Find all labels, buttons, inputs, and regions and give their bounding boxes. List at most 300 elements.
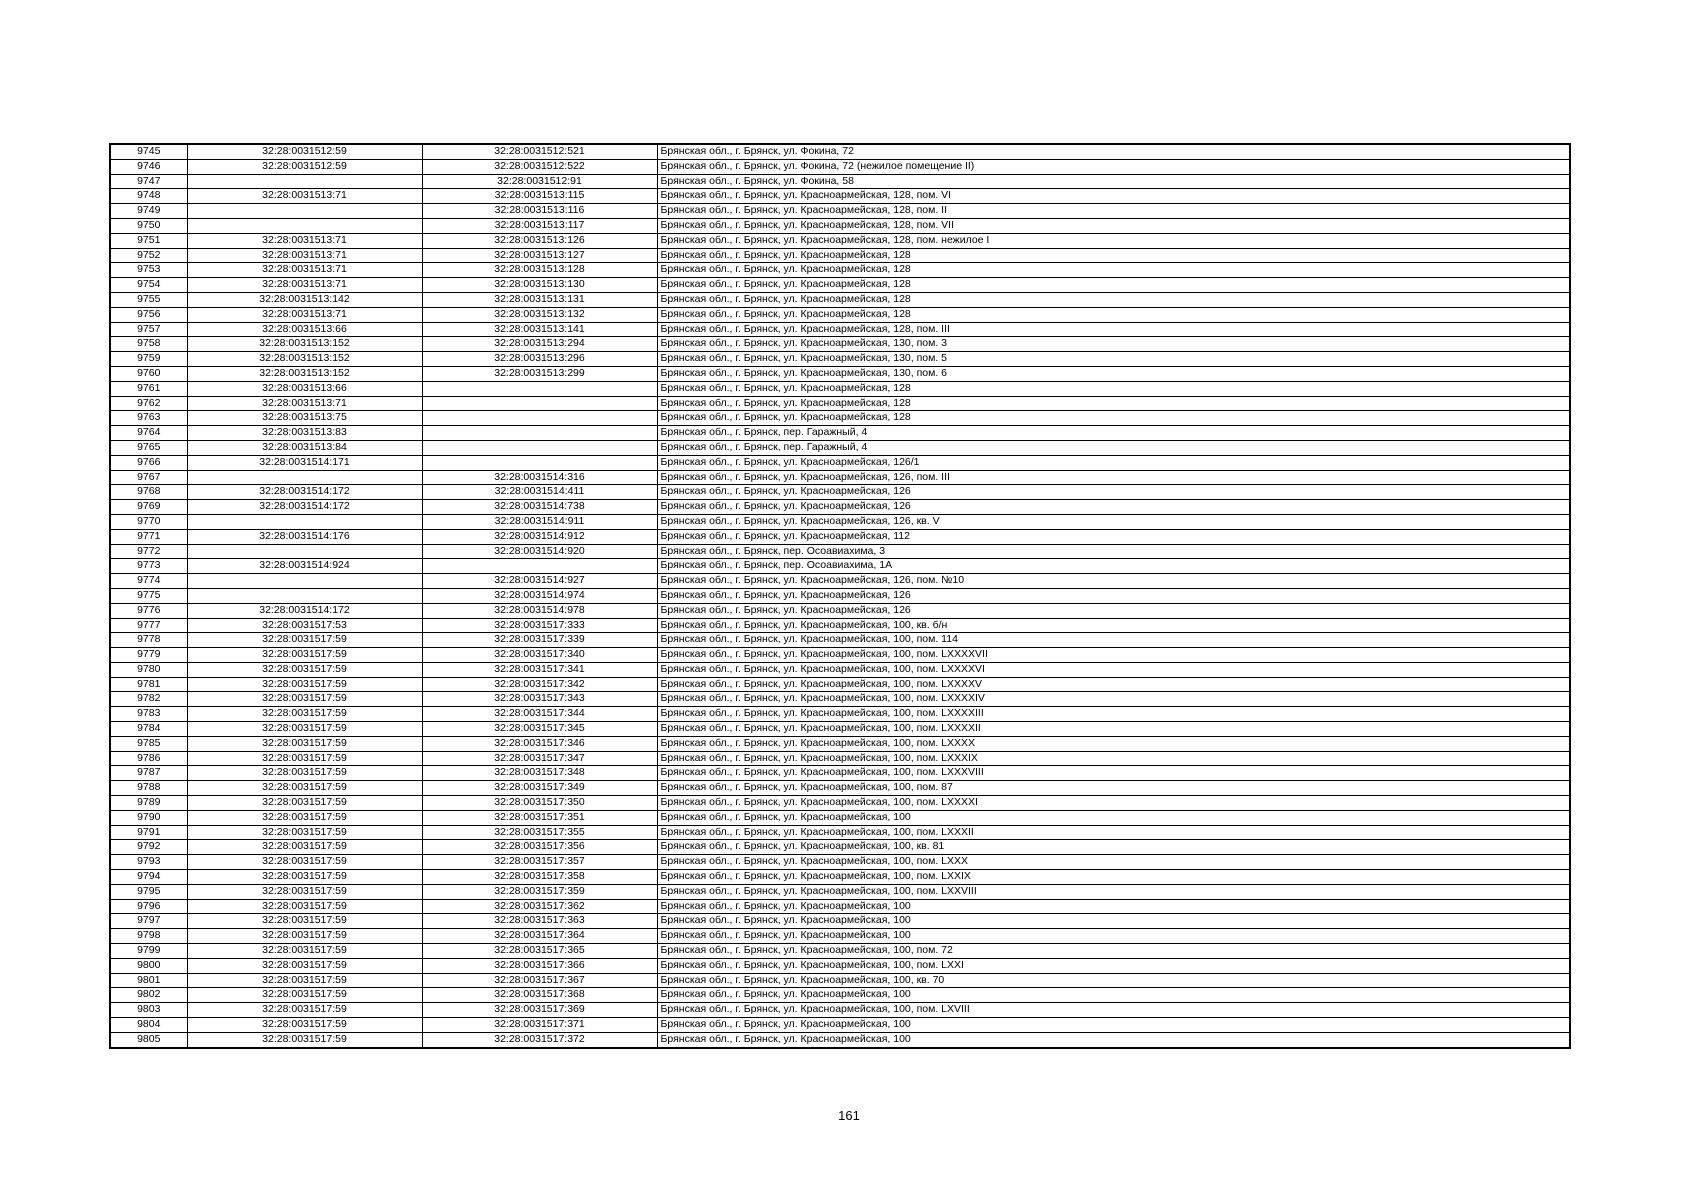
- address-cell: Брянская обл., г. Брянск, ул. Красноармейская, 100: [657, 899, 1570, 914]
- land-cadastral-number-cell: 32:28:0031513:66: [187, 322, 422, 337]
- table-row: [110, 529, 1570, 544]
- table-row: [110, 204, 1570, 219]
- address-cell: Брянская обл., г. Брянск, ул. Красноармейская, 100: [657, 914, 1570, 929]
- address-cell: Брянская обл., г. Брянск, ул. Красноармейская, 100, пом. LXXXXIV: [657, 692, 1570, 707]
- object-cadastral-number-cell: 32:28:0031517:356: [422, 840, 657, 855]
- land-cadastral-number-cell: 32:28:0031517:59: [187, 633, 422, 648]
- row-number-cell: 9768: [110, 485, 187, 500]
- object-cadastral-number-cell: [422, 396, 657, 411]
- table-row: [110, 159, 1570, 174]
- row-number-cell: 9804: [110, 1018, 187, 1033]
- land-cadastral-number-cell: 32:28:0031513:71: [187, 278, 422, 293]
- land-cadastral-number-cell: 32:28:0031513:152: [187, 366, 422, 381]
- land-cadastral-number-cell: 32:28:0031517:59: [187, 855, 422, 870]
- land-cadastral-number-cell: [187, 204, 422, 219]
- table-row: [110, 514, 1570, 529]
- object-cadastral-number-cell: 32:28:0031512:521: [422, 144, 657, 159]
- object-cadastral-number-cell: 32:28:0031517:344: [422, 707, 657, 722]
- address-cell: Брянская обл., г. Брянск, ул. Красноармейская, 100, пом. LXXXXII: [657, 722, 1570, 737]
- table-row: [110, 218, 1570, 233]
- address-cell: Брянская обл., г. Брянск, ул. Красноармейская, 128: [657, 278, 1570, 293]
- row-number-cell: 9755: [110, 292, 187, 307]
- row-number-cell: 9803: [110, 1003, 187, 1018]
- address-cell: Брянская обл., г. Брянск, ул. Красноармейская, 100, пом. LXVIII: [657, 1003, 1570, 1018]
- address-cell: Брянская обл., г. Брянск, ул. Красноармейская, 126: [657, 603, 1570, 618]
- row-number-cell: 9784: [110, 722, 187, 737]
- land-cadastral-number-cell: 32:28:0031517:59: [187, 870, 422, 885]
- land-cadastral-number-cell: 32:28:0031517:59: [187, 736, 422, 751]
- table-row: [110, 618, 1570, 633]
- address-cell: Брянская обл., г. Брянск, ул. Красноармейская, 130, пом. 3: [657, 337, 1570, 352]
- address-cell: Брянская обл., г. Брянск, ул. Красноармейская, 100, кв. 81: [657, 840, 1570, 855]
- address-cell: Брянская обл., г. Брянск, ул. Красноармейская, 126, кв. V: [657, 514, 1570, 529]
- object-cadastral-number-cell: 32:28:0031514:738: [422, 500, 657, 515]
- address-cell: Брянская обл., г. Брянск, ул. Красноармейская, 126/1: [657, 455, 1570, 470]
- land-cadastral-number-cell: 32:28:0031514:172: [187, 603, 422, 618]
- row-number-cell: 9759: [110, 352, 187, 367]
- table-row: [110, 322, 1570, 337]
- row-number-cell: 9802: [110, 988, 187, 1003]
- table-row: [110, 914, 1570, 929]
- address-cell: Брянская обл., г. Брянск, ул. Красноармейская, 130, пом. 6: [657, 366, 1570, 381]
- row-number-cell: 9748: [110, 189, 187, 204]
- address-cell: Брянская обл., г. Брянск, ул. Красноармейская, 100, кв. б/н: [657, 618, 1570, 633]
- table-row: [110, 870, 1570, 885]
- row-number-cell: 9805: [110, 1032, 187, 1047]
- object-cadastral-number-cell: 32:28:0031517:351: [422, 810, 657, 825]
- table-row: [110, 825, 1570, 840]
- address-cell: Брянская обл., г. Брянск, ул. Красноармейская, 100, кв. 70: [657, 973, 1570, 988]
- land-cadastral-number-cell: 32:28:0031512:59: [187, 159, 422, 174]
- table-row: [110, 278, 1570, 293]
- row-number-cell: 9767: [110, 470, 187, 485]
- object-cadastral-number-cell: 32:28:0031517:369: [422, 1003, 657, 1018]
- row-number-cell: 9749: [110, 204, 187, 219]
- table-row: [110, 426, 1570, 441]
- table-row: [110, 470, 1570, 485]
- row-number-cell: 9798: [110, 929, 187, 944]
- row-number-cell: 9778: [110, 633, 187, 648]
- object-cadastral-number-cell: 32:28:0031517:339: [422, 633, 657, 648]
- land-cadastral-number-cell: 32:28:0031513:84: [187, 440, 422, 455]
- table-row: [110, 574, 1570, 589]
- land-cadastral-number-cell: [187, 574, 422, 589]
- table-row: [110, 810, 1570, 825]
- land-cadastral-number-cell: 32:28:0031514:171: [187, 455, 422, 470]
- table-row: [110, 352, 1570, 367]
- address-cell: Брянская обл., г. Брянск, ул. Красноармейская, 100, пом. LXXXXVI: [657, 662, 1570, 677]
- table-row: [110, 248, 1570, 263]
- object-cadastral-number-cell: 32:28:0031513:294: [422, 337, 657, 352]
- table-row: [110, 559, 1570, 574]
- object-cadastral-number-cell: 32:28:0031513:299: [422, 366, 657, 381]
- object-cadastral-number-cell: 32:28:0031514:912: [422, 529, 657, 544]
- object-cadastral-number-cell: 32:28:0031513:117: [422, 218, 657, 233]
- row-number-cell: 9763: [110, 411, 187, 426]
- table-row: [110, 233, 1570, 248]
- row-number-cell: 9779: [110, 648, 187, 663]
- object-cadastral-number-cell: 32:28:0031513:128: [422, 263, 657, 278]
- page-number: 161: [838, 1108, 860, 1123]
- object-cadastral-number-cell: 32:28:0031514:411: [422, 485, 657, 500]
- object-cadastral-number-cell: 32:28:0031517:345: [422, 722, 657, 737]
- address-cell: Брянская обл., г. Брянск, ул. Красноармейская, 100: [657, 810, 1570, 825]
- object-cadastral-number-cell: 32:28:0031517:364: [422, 929, 657, 944]
- object-cadastral-number-cell: 32:28:0031513:131: [422, 292, 657, 307]
- row-number-cell: 9783: [110, 707, 187, 722]
- land-cadastral-number-cell: 32:28:0031513:83: [187, 426, 422, 441]
- address-cell: Брянская обл., г. Брянск, ул. Красноармейская, 112: [657, 529, 1570, 544]
- row-number-cell: 9795: [110, 884, 187, 899]
- registry-table: [109, 143, 1571, 1049]
- address-cell: Брянская обл., г. Брянск, ул. Красноармейская, 128: [657, 292, 1570, 307]
- address-cell: Брянская обл., г. Брянск, ул. Красноармейская, 100, пом. LXXIX: [657, 870, 1570, 885]
- address-cell: Брянская обл., г. Брянск, ул. Красноармейская, 128, пом. III: [657, 322, 1570, 337]
- land-cadastral-number-cell: 32:28:0031517:59: [187, 1032, 422, 1047]
- land-cadastral-number-cell: 32:28:0031517:59: [187, 884, 422, 899]
- row-number-cell: 9797: [110, 914, 187, 929]
- row-number-cell: 9761: [110, 381, 187, 396]
- land-cadastral-number-cell: 32:28:0031513:152: [187, 352, 422, 367]
- table-row: [110, 1032, 1570, 1047]
- table-row: [110, 366, 1570, 381]
- table-row: [110, 500, 1570, 515]
- address-cell: Брянская обл., г. Брянск, ул. Фокина, 72 (нежилое помещение II): [657, 159, 1570, 174]
- address-cell: Брянская обл., г. Брянск, ул. Красноармейская, 126: [657, 588, 1570, 603]
- address-cell: Брянская обл., г. Брянск, ул. Красноармейская, 100: [657, 929, 1570, 944]
- object-cadastral-number-cell: [422, 440, 657, 455]
- row-number-cell: 9750: [110, 218, 187, 233]
- row-number-cell: 9751: [110, 233, 187, 248]
- address-cell: Брянская обл., г. Брянск, ул. Красноармейская, 100, пом. 72: [657, 944, 1570, 959]
- row-number-cell: 9772: [110, 544, 187, 559]
- row-number-cell: 9769: [110, 500, 187, 515]
- land-cadastral-number-cell: 32:28:0031517:59: [187, 944, 422, 959]
- object-cadastral-number-cell: 32:28:0031517:343: [422, 692, 657, 707]
- row-number-cell: 9792: [110, 840, 187, 855]
- table-row: [110, 1003, 1570, 1018]
- table-row: [110, 648, 1570, 663]
- object-cadastral-number-cell: 32:28:0031517:348: [422, 766, 657, 781]
- land-cadastral-number-cell: [187, 470, 422, 485]
- land-cadastral-number-cell: 32:28:0031517:59: [187, 722, 422, 737]
- object-cadastral-number-cell: 32:28:0031517:358: [422, 870, 657, 885]
- land-cadastral-number-cell: 32:28:0031513:66: [187, 381, 422, 396]
- object-cadastral-number-cell: 32:28:0031513:132: [422, 307, 657, 322]
- object-cadastral-number-cell: 32:28:0031513:130: [422, 278, 657, 293]
- land-cadastral-number-cell: 32:28:0031517:59: [187, 648, 422, 663]
- row-number-cell: 9754: [110, 278, 187, 293]
- row-number-cell: 9777: [110, 618, 187, 633]
- land-cadastral-number-cell: 32:28:0031513:71: [187, 307, 422, 322]
- table-row: [110, 263, 1570, 278]
- table-row: [110, 411, 1570, 426]
- object-cadastral-number-cell: 32:28:0031517:372: [422, 1032, 657, 1047]
- address-cell: Брянская обл., г. Брянск, ул. Красноармейская, 128, пом. VII: [657, 218, 1570, 233]
- row-number-cell: 9785: [110, 736, 187, 751]
- object-cadastral-number-cell: 32:28:0031517:367: [422, 973, 657, 988]
- row-number-cell: 9801: [110, 973, 187, 988]
- object-cadastral-number-cell: 32:28:0031517:355: [422, 825, 657, 840]
- address-cell: Брянская обл., г. Брянск, ул. Красноармейская, 100, пом. LXXXXI: [657, 796, 1570, 811]
- registry-table-body: [110, 144, 1570, 1048]
- table-row: [110, 677, 1570, 692]
- table-row: [110, 455, 1570, 470]
- address-cell: Брянская обл., г. Брянск, ул. Красноармейская, 100: [657, 1018, 1570, 1033]
- table-row: [110, 603, 1570, 618]
- table-row: [110, 544, 1570, 559]
- row-number-cell: 9766: [110, 455, 187, 470]
- table-row: [110, 396, 1570, 411]
- object-cadastral-number-cell: 32:28:0031514:927: [422, 574, 657, 589]
- address-cell: Брянская обл., г. Брянск, ул. Красноармейская, 130, пом. 5: [657, 352, 1570, 367]
- land-cadastral-number-cell: [187, 514, 422, 529]
- address-cell: Брянская обл., г. Брянск, ул. Красноармейская, 100, пом. LXXI: [657, 958, 1570, 973]
- land-cadastral-number-cell: 32:28:0031513:71: [187, 189, 422, 204]
- table-row: [110, 840, 1570, 855]
- address-cell: Брянская обл., г. Брянск, ул. Красноармейская, 128: [657, 381, 1570, 396]
- row-number-cell: 9770: [110, 514, 187, 529]
- land-cadastral-number-cell: 32:28:0031517:59: [187, 914, 422, 929]
- object-cadastral-number-cell: 32:28:0031517:357: [422, 855, 657, 870]
- address-cell: Брянская обл., г. Брянск, ул. Красноармейская, 128: [657, 396, 1570, 411]
- table-row: [110, 174, 1570, 189]
- object-cadastral-number-cell: 32:28:0031513:296: [422, 352, 657, 367]
- table-row: [110, 1018, 1570, 1033]
- address-cell: Брянская обл., г. Брянск, ул. Красноармейская, 100, пом. LXXXIX: [657, 751, 1570, 766]
- address-cell: Брянская обл., г. Брянск, ул. Красноармейская, 100: [657, 988, 1570, 1003]
- object-cadastral-number-cell: [422, 426, 657, 441]
- row-number-cell: 9796: [110, 899, 187, 914]
- object-cadastral-number-cell: 32:28:0031513:115: [422, 189, 657, 204]
- row-number-cell: 9780: [110, 662, 187, 677]
- address-cell: Брянская обл., г. Брянск, ул. Красноармейская, 100: [657, 1032, 1570, 1047]
- table-row: [110, 485, 1570, 500]
- land-cadastral-number-cell: 32:28:0031513:71: [187, 248, 422, 263]
- land-cadastral-number-cell: 32:28:0031514:172: [187, 485, 422, 500]
- land-cadastral-number-cell: 32:28:0031514:172: [187, 500, 422, 515]
- address-cell: Брянская обл., г. Брянск, ул. Красноармейская, 126, пом. №10: [657, 574, 1570, 589]
- row-number-cell: 9787: [110, 766, 187, 781]
- table-row: [110, 662, 1570, 677]
- object-cadastral-number-cell: 32:28:0031517:350: [422, 796, 657, 811]
- land-cadastral-number-cell: [187, 218, 422, 233]
- object-cadastral-number-cell: 32:28:0031517:359: [422, 884, 657, 899]
- object-cadastral-number-cell: 32:28:0031517:333: [422, 618, 657, 633]
- land-cadastral-number-cell: 32:28:0031517:59: [187, 751, 422, 766]
- row-number-cell: 9760: [110, 366, 187, 381]
- table-row: [110, 144, 1570, 159]
- land-cadastral-number-cell: 32:28:0031517:59: [187, 988, 422, 1003]
- row-number-cell: 9781: [110, 677, 187, 692]
- land-cadastral-number-cell: 32:28:0031517:59: [187, 929, 422, 944]
- object-cadastral-number-cell: 32:28:0031517:368: [422, 988, 657, 1003]
- address-cell: Брянская обл., г. Брянск, ул. Красноармейская, 128, пом. нежилое I: [657, 233, 1570, 248]
- row-number-cell: 9793: [110, 855, 187, 870]
- table-row: [110, 988, 1570, 1003]
- object-cadastral-number-cell: 32:28:0031513:116: [422, 204, 657, 219]
- land-cadastral-number-cell: 32:28:0031513:71: [187, 263, 422, 278]
- address-cell: Брянская обл., г. Брянск, ул. Красноармейская, 128: [657, 248, 1570, 263]
- row-number-cell: 9799: [110, 944, 187, 959]
- address-cell: Брянская обл., г. Брянск, ул. Красноармейская, 100, пом. LXXXXVII: [657, 648, 1570, 663]
- address-cell: Брянская обл., г. Брянск, ул. Красноармейская, 100, пом. 87: [657, 781, 1570, 796]
- land-cadastral-number-cell: 32:28:0031517:59: [187, 825, 422, 840]
- table-row: [110, 973, 1570, 988]
- address-cell: Брянская обл., г. Брянск, ул. Фокина, 72: [657, 144, 1570, 159]
- table-row: [110, 292, 1570, 307]
- object-cadastral-number-cell: 32:28:0031514:316: [422, 470, 657, 485]
- object-cadastral-number-cell: [422, 411, 657, 426]
- table-row: [110, 899, 1570, 914]
- land-cadastral-number-cell: 32:28:0031513:142: [187, 292, 422, 307]
- object-cadastral-number-cell: [422, 381, 657, 396]
- address-cell: Брянская обл., г. Брянск, ул. Красноармейская, 126, пом. III: [657, 470, 1570, 485]
- object-cadastral-number-cell: [422, 455, 657, 470]
- address-cell: Брянская обл., г. Брянск, ул. Красноармейская, 128: [657, 411, 1570, 426]
- object-cadastral-number-cell: 32:28:0031514:978: [422, 603, 657, 618]
- address-cell: Брянская обл., г. Брянск, ул. Фокина, 58: [657, 174, 1570, 189]
- land-cadastral-number-cell: 32:28:0031517:53: [187, 618, 422, 633]
- address-cell: Брянская обл., г. Брянск, пер. Осоавиахима, 3: [657, 544, 1570, 559]
- row-number-cell: 9773: [110, 559, 187, 574]
- row-number-cell: 9782: [110, 692, 187, 707]
- address-cell: Брянская обл., г. Брянск, ул. Красноармейская, 128: [657, 307, 1570, 322]
- address-cell: Брянская обл., г. Брянск, ул. Красноармейская, 100, пом. LXXXXV: [657, 677, 1570, 692]
- address-cell: Брянская обл., г. Брянск, ул. Красноармейская, 100, пом. LXXXXIII: [657, 707, 1570, 722]
- land-cadastral-number-cell: 32:28:0031517:59: [187, 810, 422, 825]
- address-cell: Брянская обл., г. Брянск, пер. Гаражный, 4: [657, 426, 1570, 441]
- land-cadastral-number-cell: 32:28:0031517:59: [187, 781, 422, 796]
- table-row: [110, 588, 1570, 603]
- land-cadastral-number-cell: [187, 544, 422, 559]
- address-cell: Брянская обл., г. Брянск, ул. Красноармейская, 100, пом. LXXVIII: [657, 884, 1570, 899]
- table-row: [110, 337, 1570, 352]
- object-cadastral-number-cell: 32:28:0031517:341: [422, 662, 657, 677]
- object-cadastral-number-cell: 32:28:0031517:366: [422, 958, 657, 973]
- land-cadastral-number-cell: 32:28:0031512:59: [187, 144, 422, 159]
- land-cadastral-number-cell: 32:28:0031513:152: [187, 337, 422, 352]
- row-number-cell: 9790: [110, 810, 187, 825]
- table-row: [110, 722, 1570, 737]
- object-cadastral-number-cell: 32:28:0031514:974: [422, 588, 657, 603]
- object-cadastral-number-cell: 32:28:0031517:349: [422, 781, 657, 796]
- address-cell: Брянская обл., г. Брянск, ул. Красноармейская, 100, пом. LXXXII: [657, 825, 1570, 840]
- row-number-cell: 9791: [110, 825, 187, 840]
- object-cadastral-number-cell: 32:28:0031513:141: [422, 322, 657, 337]
- land-cadastral-number-cell: 32:28:0031517:59: [187, 1003, 422, 1018]
- object-cadastral-number-cell: 32:28:0031517:340: [422, 648, 657, 663]
- land-cadastral-number-cell: 32:28:0031514:176: [187, 529, 422, 544]
- object-cadastral-number-cell: 32:28:0031517:362: [422, 899, 657, 914]
- address-cell: Брянская обл., г. Брянск, ул. Красноармейская, 100, пом. 114: [657, 633, 1570, 648]
- table-row: [110, 307, 1570, 322]
- row-number-cell: 9800: [110, 958, 187, 973]
- land-cadastral-number-cell: 32:28:0031513:71: [187, 233, 422, 248]
- address-cell: Брянская обл., г. Брянск, ул. Красноармейская, 128: [657, 263, 1570, 278]
- object-cadastral-number-cell: 32:28:0031517:365: [422, 944, 657, 959]
- land-cadastral-number-cell: [187, 588, 422, 603]
- table-row: [110, 440, 1570, 455]
- table-row: [110, 944, 1570, 959]
- row-number-cell: 9764: [110, 426, 187, 441]
- land-cadastral-number-cell: 32:28:0031517:59: [187, 796, 422, 811]
- land-cadastral-number-cell: 32:28:0031517:59: [187, 692, 422, 707]
- address-cell: Брянская обл., г. Брянск, ул. Красноармейская, 126: [657, 485, 1570, 500]
- land-cadastral-number-cell: 32:28:0031517:59: [187, 840, 422, 855]
- object-cadastral-number-cell: 32:28:0031512:522: [422, 159, 657, 174]
- object-cadastral-number-cell: 32:28:0031517:342: [422, 677, 657, 692]
- object-cadastral-number-cell: 32:28:0031517:347: [422, 751, 657, 766]
- land-cadastral-number-cell: 32:28:0031517:59: [187, 766, 422, 781]
- address-cell: Брянская обл., г. Брянск, пер. Гаражный, 4: [657, 440, 1570, 455]
- table-row: [110, 381, 1570, 396]
- row-number-cell: 9775: [110, 588, 187, 603]
- object-cadastral-number-cell: 32:28:0031513:127: [422, 248, 657, 263]
- table-row: [110, 189, 1570, 204]
- table-row: [110, 633, 1570, 648]
- address-cell: Брянская обл., г. Брянск, ул. Красноармейская, 128, пом. VI: [657, 189, 1570, 204]
- object-cadastral-number-cell: 32:28:0031514:920: [422, 544, 657, 559]
- row-number-cell: 9752: [110, 248, 187, 263]
- land-cadastral-number-cell: 32:28:0031517:59: [187, 662, 422, 677]
- row-number-cell: 9776: [110, 603, 187, 618]
- table-row: [110, 692, 1570, 707]
- land-cadastral-number-cell: 32:28:0031517:59: [187, 707, 422, 722]
- address-cell: Брянская обл., г. Брянск, ул. Красноармейская, 100, пом. LXXXVIII: [657, 766, 1570, 781]
- land-cadastral-number-cell: 32:28:0031517:59: [187, 958, 422, 973]
- address-cell: Брянская обл., г. Брянск, ул. Красноармейская, 128, пом. II: [657, 204, 1570, 219]
- address-cell: Брянская обл., г. Брянск, ул. Красноармейская, 100, пом. LXXXX: [657, 736, 1570, 751]
- table-row: [110, 929, 1570, 944]
- object-cadastral-number-cell: 32:28:0031517:363: [422, 914, 657, 929]
- row-number-cell: 9771: [110, 529, 187, 544]
- land-cadastral-number-cell: 32:28:0031517:59: [187, 973, 422, 988]
- land-cadastral-number-cell: [187, 174, 422, 189]
- row-number-cell: 9747: [110, 174, 187, 189]
- table-row: [110, 781, 1570, 796]
- row-number-cell: 9786: [110, 751, 187, 766]
- object-cadastral-number-cell: [422, 559, 657, 574]
- row-number-cell: 9745: [110, 144, 187, 159]
- row-number-cell: 9746: [110, 159, 187, 174]
- land-cadastral-number-cell: 32:28:0031513:71: [187, 396, 422, 411]
- row-number-cell: 9758: [110, 337, 187, 352]
- table-row: [110, 736, 1570, 751]
- table-row: [110, 751, 1570, 766]
- row-number-cell: 9753: [110, 263, 187, 278]
- object-cadastral-number-cell: 32:28:0031517:371: [422, 1018, 657, 1033]
- address-cell: Брянская обл., г. Брянск, ул. Красноармейская, 126: [657, 500, 1570, 515]
- land-cadastral-number-cell: 32:28:0031517:59: [187, 899, 422, 914]
- row-number-cell: 9789: [110, 796, 187, 811]
- table-row: [110, 707, 1570, 722]
- address-cell: Брянская обл., г. Брянск, пер. Осоавиахима, 1А: [657, 559, 1570, 574]
- table-row: [110, 884, 1570, 899]
- row-number-cell: 9765: [110, 440, 187, 455]
- table-row: [110, 766, 1570, 781]
- object-cadastral-number-cell: 32:28:0031513:126: [422, 233, 657, 248]
- object-cadastral-number-cell: 32:28:0031512:91: [422, 174, 657, 189]
- address-cell: Брянская обл., г. Брянск, ул. Красноармейская, 100, пом. LXXX: [657, 855, 1570, 870]
- row-number-cell: 9762: [110, 396, 187, 411]
- land-cadastral-number-cell: 32:28:0031514:924: [187, 559, 422, 574]
- table-row: [110, 796, 1570, 811]
- row-number-cell: 9757: [110, 322, 187, 337]
- row-number-cell: 9756: [110, 307, 187, 322]
- land-cadastral-number-cell: 32:28:0031517:59: [187, 677, 422, 692]
- object-cadastral-number-cell: 32:28:0031514:911: [422, 514, 657, 529]
